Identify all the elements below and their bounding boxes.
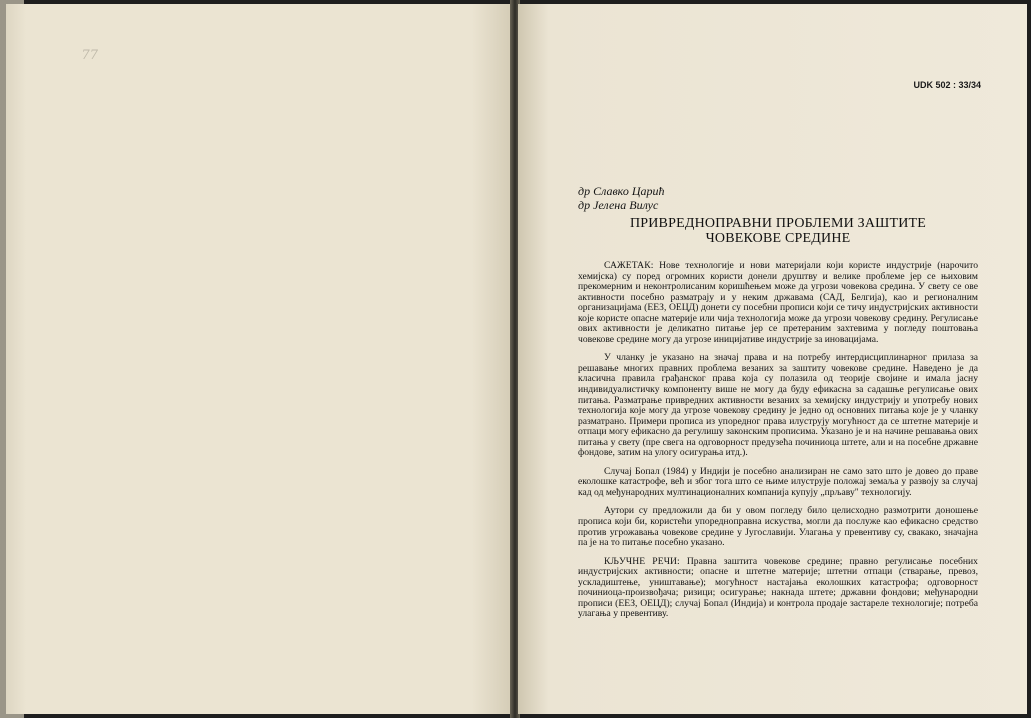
paragraph-2: У чланку је указано на значај права и на потребу интердисциплинарног прилаза за решавање многих правних проблема везаних за заштиту човекове средине. Наведено је да класична правила грађанског права која су полазила од теорије својине и имала јасну индивидуалистичку компоненту више не могу да буду ефикасна за садашње регулисање ових питања. Разматрање привредних активности везаних за хемијску индустрију и употребу нових технологија које могу да угрозе човекову средину је једно од основних питања које је у чланку разматрано. Примери прописа из упоредног права илуструју могућност да се штетне материје и отпаци могу ефикасно да регулишу законским прописима. Указано је и на начине решавања ових питања у свету (пре свега на одговорност предузећа починиоца штете, али и на посебне државне фондове, затим на улогу осигурања итд.). <box>578 352 978 459</box>
keywords-label: КЉУЧНЕ РЕЧИ: <box>604 555 680 567</box>
summary-paragraph <box>578 261 978 345</box>
udk-code: UDK 502 : 33/34 <box>913 80 981 90</box>
paragraph-3: Случај Бопал (1984) у Индији је посебно анализиран не само зато што је довео до праве еколошке катастрофе, већ и због тога што се њиме илуструје положај земаља у развоју за случај кад од међународних мултинационалних компанија купују „прљаву" технологију. <box>578 465 978 498</box>
title-line-1: ПРИВРЕДНОПРАВНИ ПРОБЛЕМИ ЗАШТИТЕ <box>629 216 927 231</box>
article-body <box>578 261 978 620</box>
summary-label: САЖЕТАК: <box>604 260 654 271</box>
keywords-text: Правна заштита човекове средине; правно регулисање посебних индустријских активности; опасне и штетне материје; штетни отпаци (стварање, превоз, ускладиштење, уништавање); могућност настајања еколошких катастрофа; одговорност починиоца-произвођача; ризици; осигурање; накнада штете; државни фондови; међународни прописи (ЕЕЗ, ОЕЦД); случај Бопал (Индија) и контрола продаје застареле технологије; потреба улагања у превентиву. <box>578 555 978 620</box>
author-1: др Славко Царић <box>578 184 665 198</box>
article-title <box>578 216 978 246</box>
title-line-2: ЧОВЕКОВЕ СРЕДИНЕ <box>705 231 851 246</box>
left-page <box>6 4 512 714</box>
keywords-paragraph <box>578 557 978 620</box>
paragraph-4: Аутори су предложили да би у овом погледу било целисходно размотрити доношење прописа који би, користећи упоредноправна искуства, могли да послуже као ефикасно средство против угрожавања човекове средине у Југославији. Улагања у превентиву су, свакако, значајна па је на то питање посебно указано. <box>578 505 978 549</box>
authors <box>578 184 664 212</box>
summary-text: Нове технологије и нови материјали који користе индустрије (нарочито хемијска) су поред огромних користи донели друштву и велике проблеме јер се њиховим прекомерним и неконтролисаним коришћењем може да угрози човекова средина. У свету се ове активности посебно разматрају и у неким државама (САД, Белгија), као и регионалним организацијама (ЕЕЗ, ОЕЦД) донети су посебни прописи који се тичу индустријских активности које користе опасне материје или чија технологија може да угрози човекову средину. Регулисање ових активности је деликатно питање јер се претераним захтевима у погледу поштовања човекове средине могу да угрозе иницијативе индустрије за иновацијама. <box>578 260 978 345</box>
author-2: др Јелена Вилус <box>578 198 659 212</box>
left-page-number: 77 <box>81 48 98 63</box>
right-page <box>518 4 1027 714</box>
